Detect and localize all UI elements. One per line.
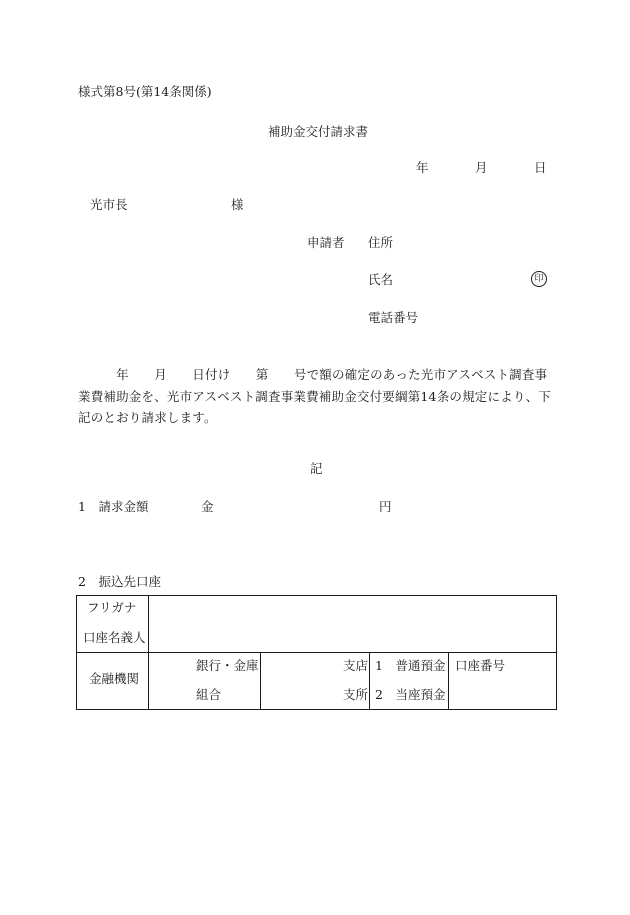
date-month-label: 月	[475, 160, 488, 175]
branch-label-2: 支所	[343, 687, 369, 702]
account-table	[76, 595, 557, 710]
addressee-honorific: 様	[231, 197, 244, 212]
financial-institution-row	[77, 653, 557, 710]
request-body-text: 年 月 日付け 第 号で額の確定のあった光市アスベスト調査事業費補助金を、光市アスベスト調査事業費補助金交付要綱第14条の規定により、下記のとおり請求します。	[78, 367, 552, 425]
phone-label: 電話番号	[368, 310, 419, 325]
amount-prefix: 金	[201, 499, 214, 514]
account-holder-value-cell[interactable]	[149, 596, 557, 653]
applicant-label: 申請者	[307, 235, 345, 250]
financial-institution-header-cell	[77, 653, 149, 710]
ki-heading: 記	[310, 461, 323, 476]
account-number-cell[interactable]	[449, 653, 557, 710]
name-label: 氏名	[368, 272, 394, 287]
transfer-account-label: 2 振込先口座	[78, 574, 161, 589]
account-type-cell[interactable]	[370, 653, 449, 710]
request-amount-label: 1 請求金額	[78, 499, 149, 514]
amount-unit: 円	[379, 499, 392, 514]
branch-cell[interactable]	[261, 653, 370, 710]
seal-mark: 印	[531, 271, 547, 287]
form-number: 様式第8号(第14条関係)	[78, 84, 212, 99]
bank-type-cell[interactable]	[149, 653, 261, 710]
account-type-ordinary: 1 普通預金	[375, 658, 446, 673]
account-holder-label: 口座名義人	[83, 630, 146, 645]
document-title: 補助金交付請求書	[268, 124, 369, 139]
account-holder-row	[77, 596, 557, 653]
furigana-label: フリガナ	[87, 600, 137, 615]
financial-institution-label: 金融機関	[89, 671, 140, 686]
account-type-current: 2 当座預金	[375, 687, 446, 702]
date-day-label: 日	[534, 160, 547, 175]
address-label: 住所	[368, 235, 394, 250]
date-year-label: 年	[416, 160, 429, 175]
bank-type-label-2: 組合	[196, 687, 222, 702]
account-number-label: 口座番号	[455, 658, 506, 673]
bank-type-label-1: 銀行・金庫	[196, 658, 259, 673]
account-holder-header-cell	[77, 596, 149, 653]
addressee-name: 光市長	[90, 197, 128, 212]
branch-label-1: 支店	[343, 658, 369, 673]
